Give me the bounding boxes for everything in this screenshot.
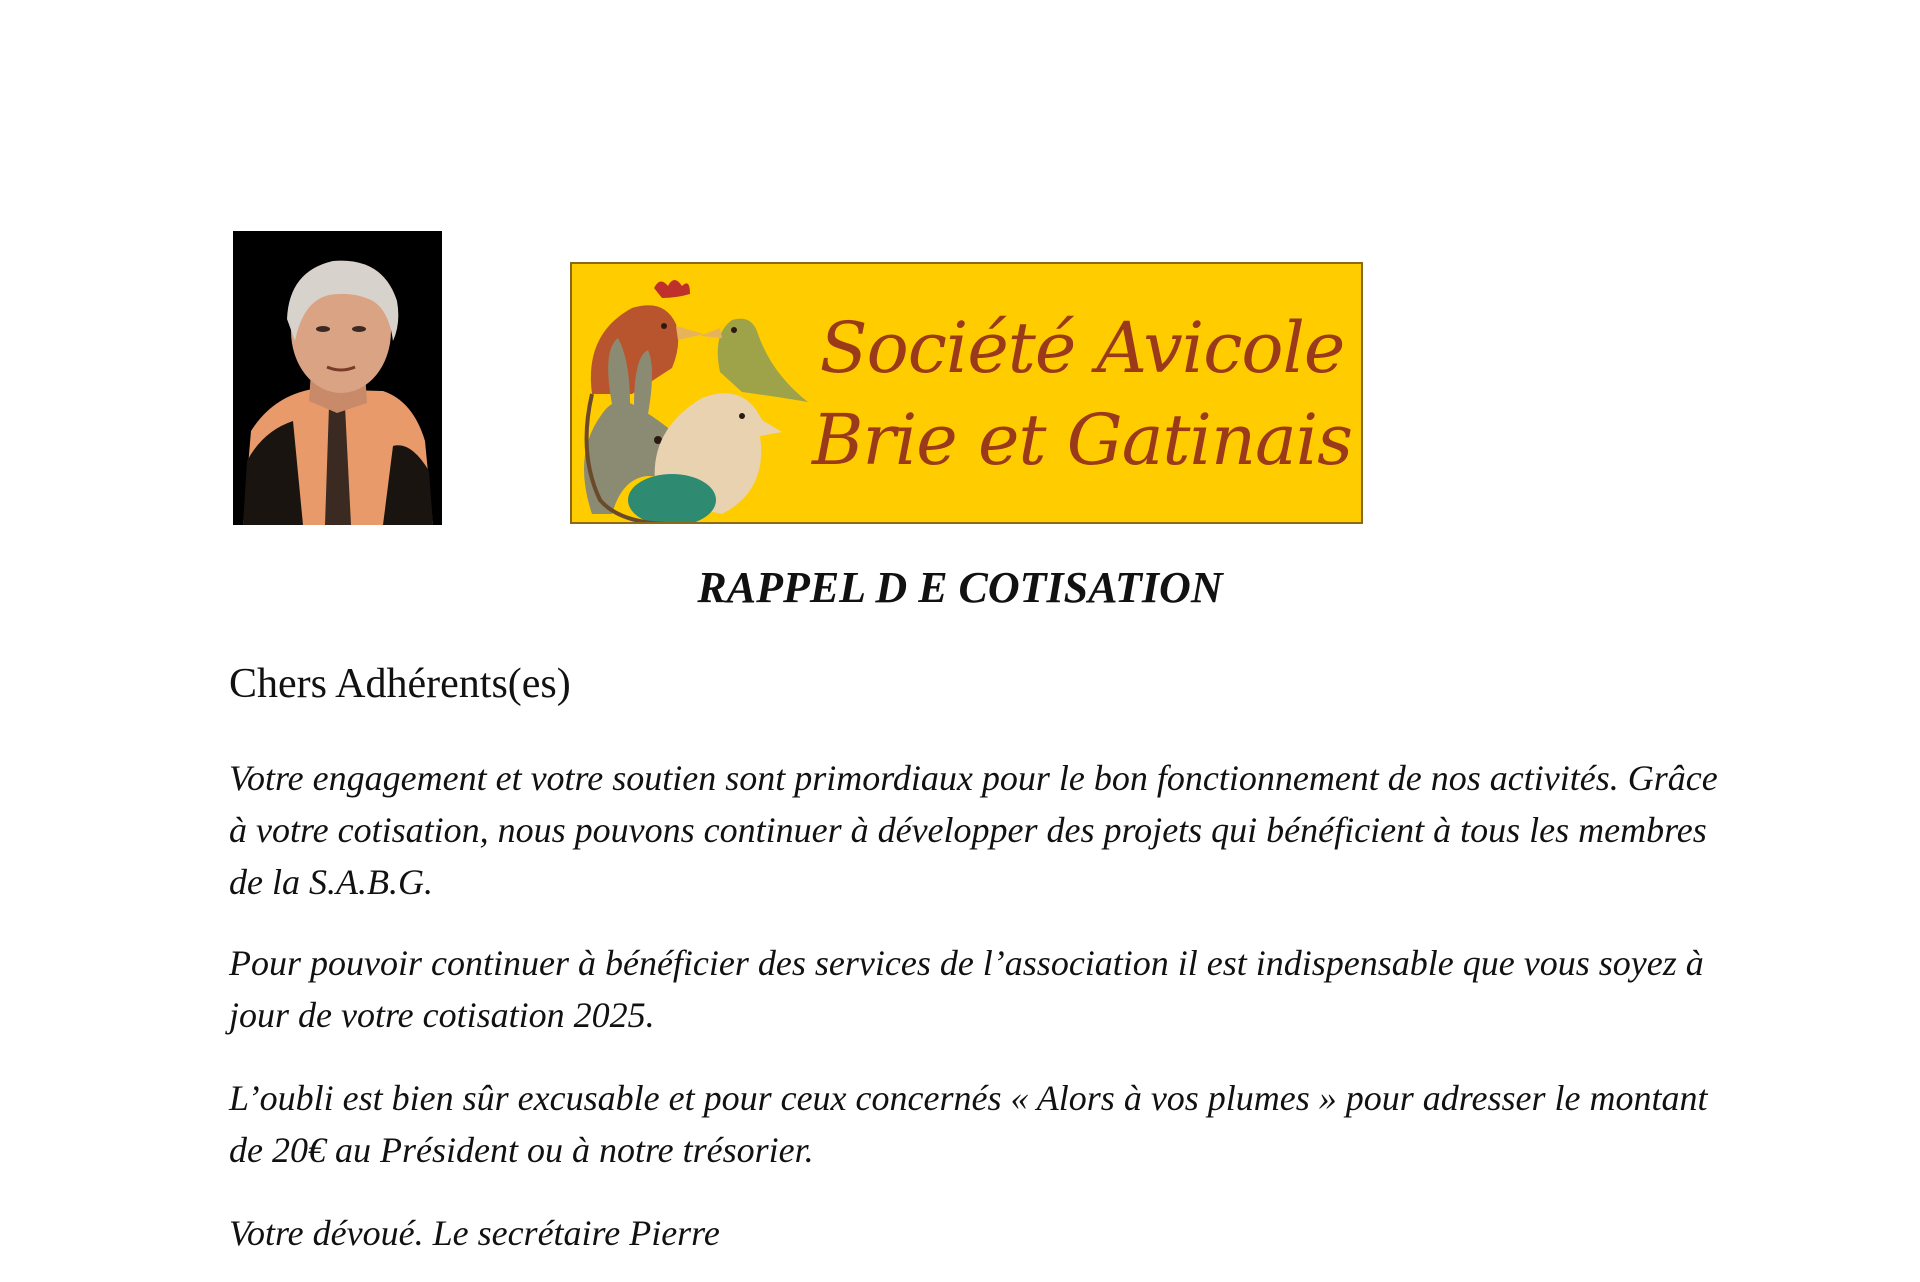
paragraph-engagement: Votre engagement et votre soutien sont primordiaux pour le bon fonctionnement de nos activités. Grâce à votre cotisation, nous pouvons continuer à développer des projets qui bénéficient à tous les membres de la S.A.B.G.	[229, 758, 1718, 902]
signature-line: Votre dévoué. Le secrétaire Pierre	[229, 1213, 720, 1253]
document-title: RAPPEL D E COTISATION	[697, 563, 1223, 612]
society-logo	[570, 262, 1363, 524]
portrait-illustration	[233, 231, 442, 525]
paragraph-services: Pour pouvoir continuer à bénéficier des services de l’association il est indispensable que vous soyez à jour de votre cotisation 2025.	[229, 943, 1704, 1035]
greeting: Chers Adhérents(es)	[229, 661, 571, 707]
animals-illustration	[572, 264, 822, 524]
portrait-photo	[233, 231, 442, 525]
logo-line-1: Société Avicole	[819, 307, 1345, 389]
logo-line-2: Brie et Gatinais	[812, 399, 1353, 481]
paragraph-payment: L’oubli est bien sûr excusable et pour ceux concernés « Alors à vos plumes » pour adresser le montant de 20€ au Président ou à notre trésorier.	[229, 1078, 1708, 1170]
logo-title	[812, 302, 1352, 486]
